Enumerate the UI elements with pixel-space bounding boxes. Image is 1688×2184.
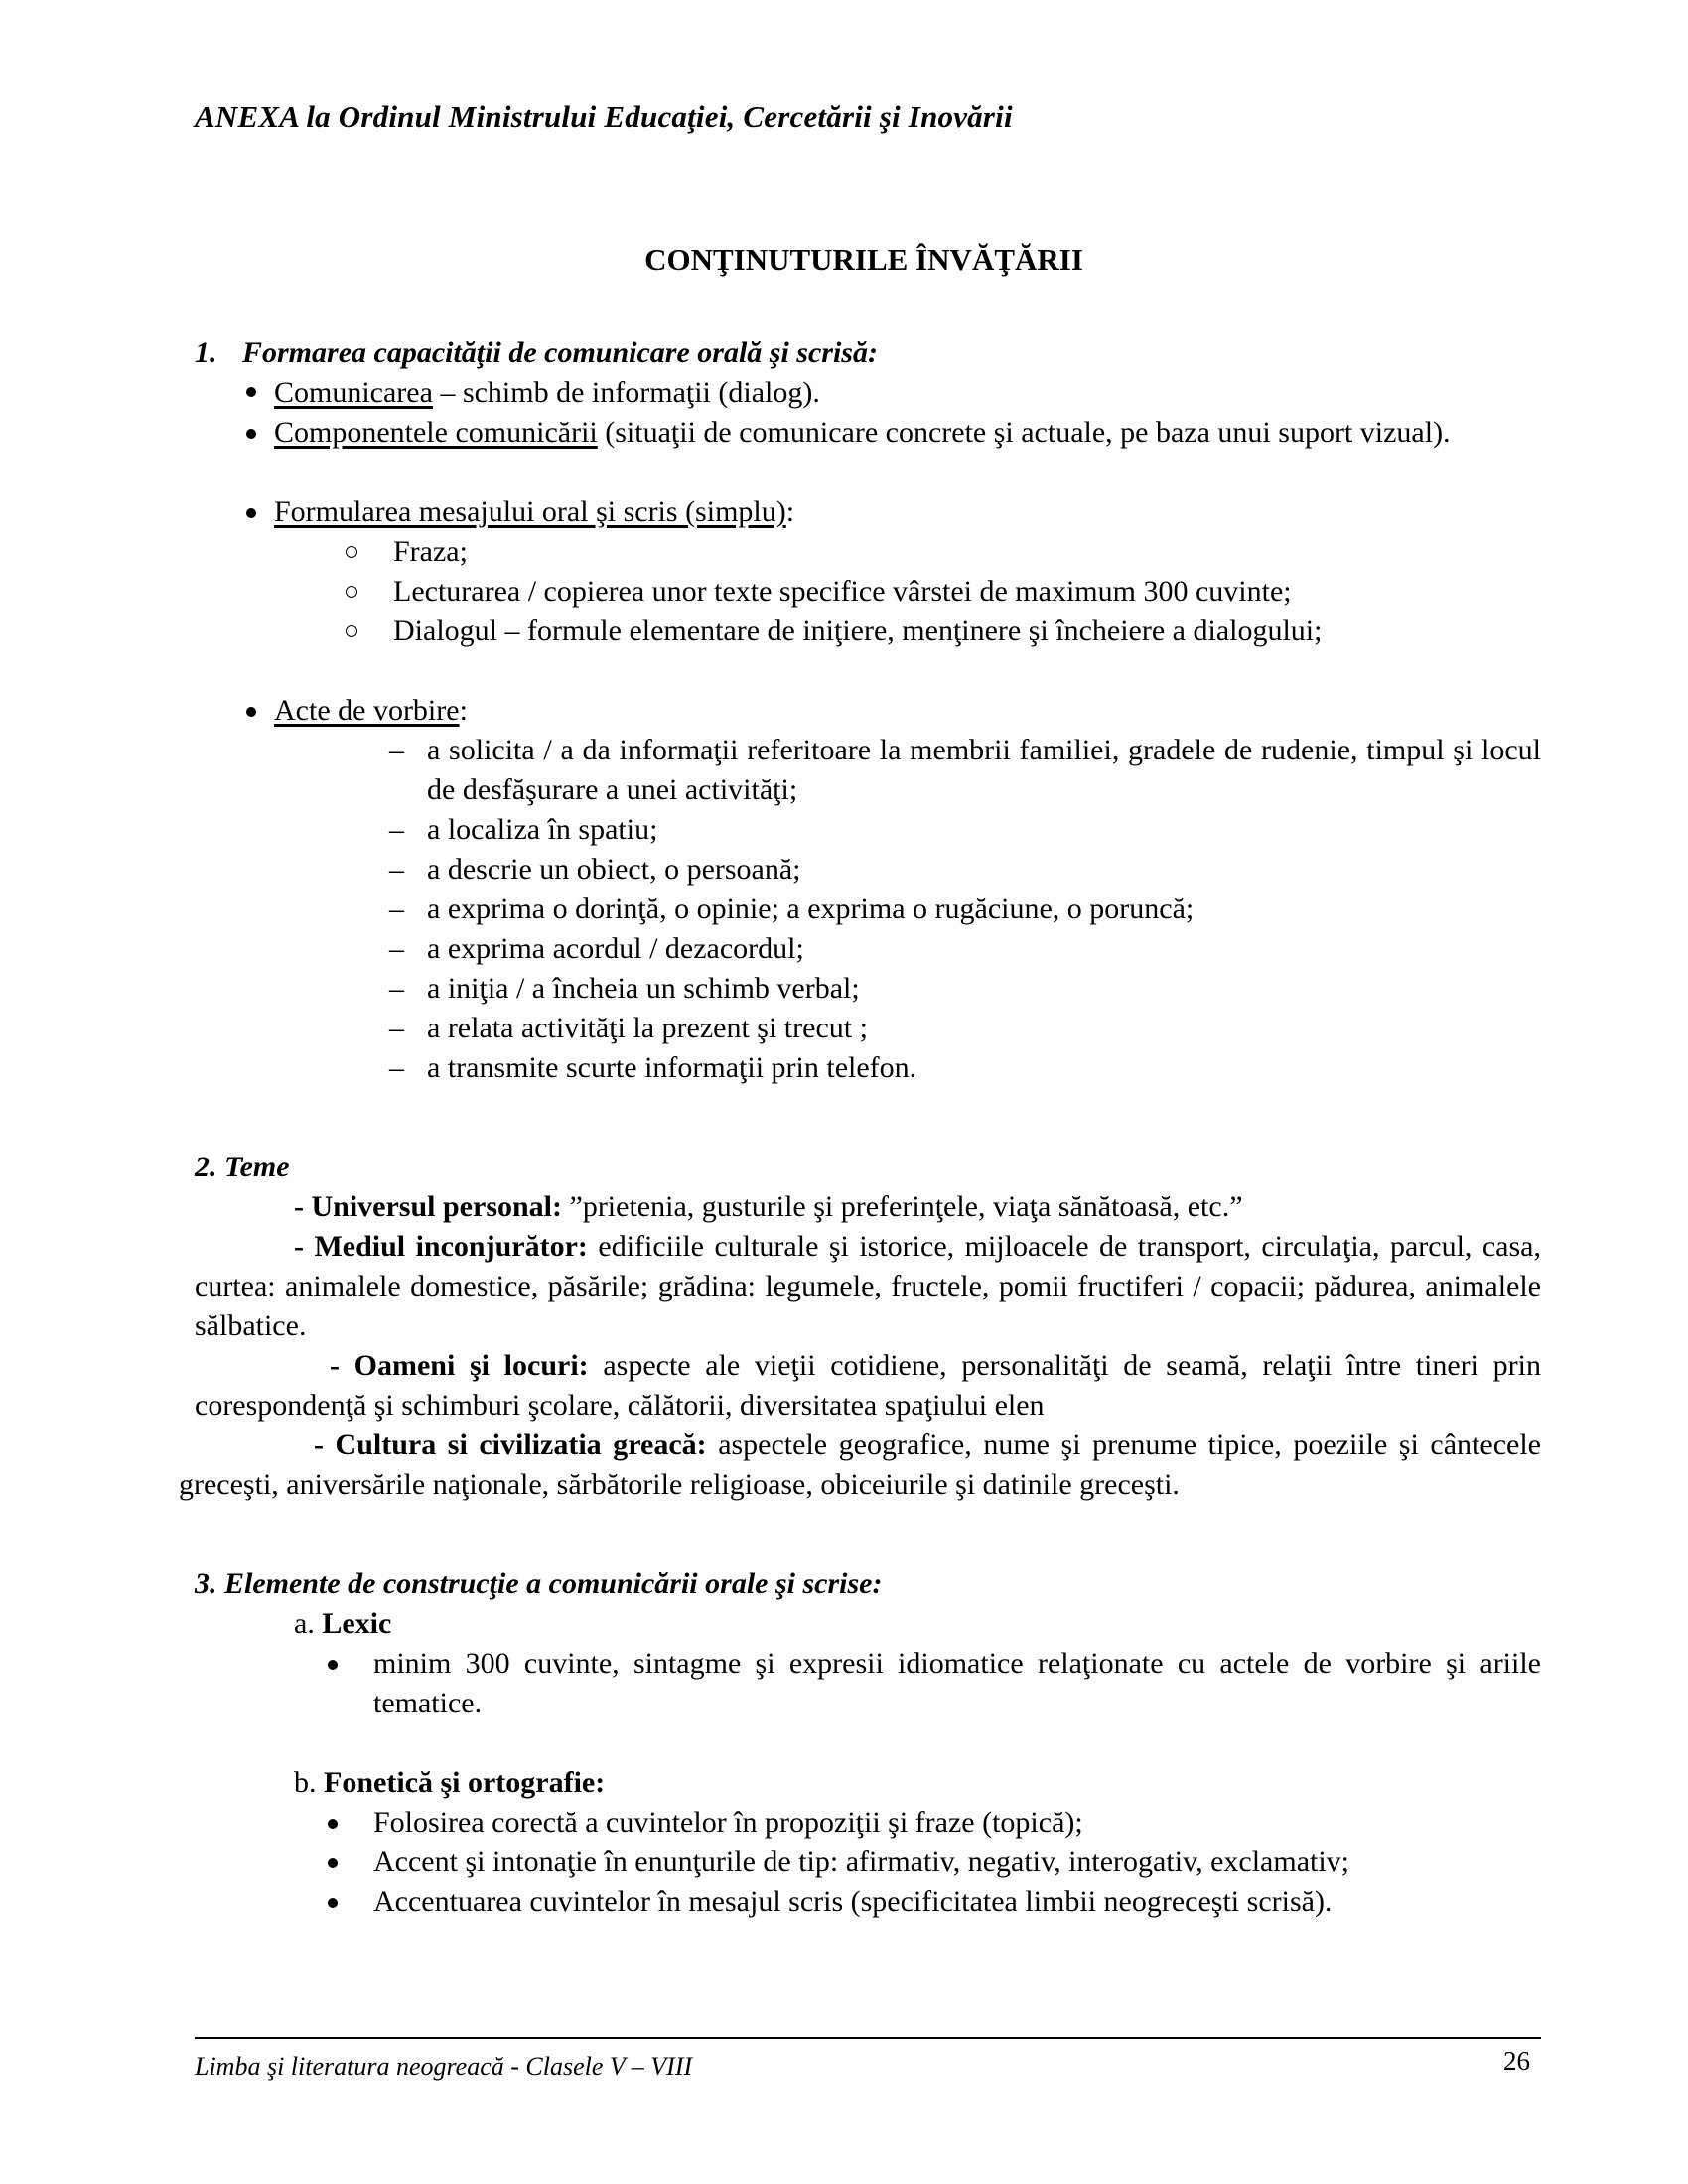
page-title: CONŢINUTURILE ÎNVĂŢĂRII bbox=[644, 242, 1083, 277]
speech-act-item: a descrie un obiect, o persoană; bbox=[427, 853, 801, 886]
speech-act-item: a exprima o dorinţă, o opinie; a exprima o rugăciune, o poruncă; bbox=[427, 892, 1195, 925]
page-number: 26 bbox=[1503, 2046, 1530, 2076]
list-item-text: : bbox=[459, 694, 468, 727]
circle-bullet-icon bbox=[346, 586, 357, 598]
fonetica-item: Accent şi intonaţie în enunţurile de tip: afirmativ, negativ, interogativ, exclamativ; bbox=[373, 1845, 1350, 1878]
theme-label: - Universul personal: bbox=[294, 1190, 562, 1223]
bullet-icon bbox=[246, 707, 256, 717]
list-item-term: Formularea mesajului oral şi scris (simplu) bbox=[274, 495, 786, 528]
theme-text: aspecte ale vieţii cotidiene, personalităţi de seamă, relaţii între tineri prin corespondenţă şi schimburi şcolare, călătorii, diversitatea spaţiului elen bbox=[195, 1349, 1541, 1422]
list-item-term: Componentele comunicării bbox=[274, 416, 598, 449]
list-item-acte bbox=[274, 691, 468, 731]
circle-bullet-icon bbox=[346, 546, 357, 558]
footer-divider bbox=[195, 2037, 1541, 2039]
theme-mediul bbox=[195, 1227, 1541, 1346]
subsection-label: Lexic bbox=[322, 1607, 392, 1640]
dash-icon: – bbox=[389, 813, 404, 846]
dash-icon: – bbox=[389, 734, 404, 766]
subsection-a bbox=[294, 1604, 391, 1644]
list-item-componentele bbox=[274, 413, 1541, 453]
list-item-term: Acte de vorbire bbox=[274, 694, 460, 727]
speech-act-item: a relata activităţi la prezent şi trecut ; bbox=[427, 1012, 868, 1044]
dash-icon: – bbox=[389, 853, 404, 886]
theme-text: ”prietenia, gusturile şi preferinţele, viaţa sănătoasă, etc.” bbox=[562, 1190, 1243, 1223]
fonetica-item: Accentuarea cuvintelor în mesajul scris (specificitatea limbii neogreceşti scrisă). bbox=[373, 1885, 1333, 1918]
subsection-label: Fonetică şi ortografie: bbox=[324, 1766, 606, 1799]
bullet-icon bbox=[328, 1898, 338, 1908]
subsection-b bbox=[294, 1763, 605, 1803]
speech-act-item: a transmite scurte informaţii prin telefon. bbox=[427, 1051, 917, 1084]
section-1-number: 1. bbox=[195, 337, 217, 369]
theme-oameni bbox=[195, 1346, 1541, 1426]
bullet-icon bbox=[328, 1660, 338, 1670]
theme-text: aspectele geografice, nume şi prenume tipice, poeziile şi cântecele greceşti, aniversările naţionale, sărbătorile religioase, obiceiurile şi datinile greceşti. bbox=[179, 1429, 1541, 1501]
document-header: ANEXA la Ordinul Ministrului Educaţiei, Cercetării şi Inovării bbox=[195, 99, 1013, 134]
theme-text: edificiile culturale şi istorice, mijloacele de transport, circulaţia, parcul, casa, curtea: animalele domestice, păsările; grădina: legumele, fructele, pomii fructiferi / copacii; pădurea, animalele sălbatice. bbox=[195, 1230, 1541, 1342]
speech-act-item: a localiza în spatiu; bbox=[427, 813, 658, 846]
list-item-text: – schimb de informaţii (dialog). bbox=[432, 376, 820, 409]
theme-label: - Cultura si civilizatia greacă: bbox=[314, 1429, 707, 1461]
list-item-text: (situaţii de comunicare concrete şi actuale, pe baza unui suport vizual). bbox=[597, 416, 1451, 449]
speech-act-item: a iniţia / a încheia un schimb verbal; bbox=[427, 972, 860, 1005]
subsection-prefix: a. bbox=[294, 1607, 315, 1640]
bullet-icon bbox=[246, 387, 256, 397]
list-item-text: : bbox=[785, 495, 795, 528]
theme-label: - Oameni şi locuri: bbox=[330, 1349, 589, 1382]
sub-item: Lecturarea / copierea unor texte specifice vârstei de maximum 300 cuvinte; bbox=[393, 575, 1292, 608]
theme-cultura bbox=[179, 1426, 1541, 1505]
dash-icon: – bbox=[389, 1051, 404, 1084]
dash-icon: – bbox=[389, 972, 404, 1005]
theme-label: - Mediul inconjurător: bbox=[294, 1230, 588, 1263]
sub-item: Fraza; bbox=[393, 535, 468, 568]
list-item-comunicarea bbox=[274, 373, 820, 413]
list-item-formularea bbox=[274, 492, 794, 532]
footer-title: Limba şi literatura neogreacă - Clasele V – VIII bbox=[195, 2052, 693, 2081]
section-1-heading: Formarea capacităţii de comunicare orală şi scrisă: bbox=[242, 337, 878, 369]
sub-item: Dialogul – formule elementare de iniţiere, menţinere şi încheiere a dialogului; bbox=[393, 614, 1323, 647]
section-2-heading: 2. Teme bbox=[195, 1151, 290, 1183]
list-item-term: Comunicarea bbox=[274, 376, 433, 409]
circle-bullet-icon bbox=[346, 625, 357, 637]
fonetica-item: Folosirea corectă a cuvintelor în propoziţii şi fraze (topică); bbox=[373, 1806, 1083, 1839]
theme-universul bbox=[195, 1187, 1541, 1227]
section-3-heading: 3. Elemente de construcţie a comunicării orale şi scrise: bbox=[195, 1568, 883, 1600]
dash-icon: – bbox=[389, 1012, 404, 1044]
dash-icon: – bbox=[389, 892, 404, 925]
subsection-prefix: b. bbox=[294, 1766, 317, 1799]
speech-act-item: a solicita / a da informaţii referitoare la membrii familiei, gradele de rudenie, timpul şi locul de desfăşurare a unei activităţi; bbox=[427, 734, 1541, 806]
lexic-item: minim 300 cuvinte, sintagme şi expresii idiomatice relaţionate cu actele de vorbire şi ariile tematice. bbox=[373, 1647, 1541, 1719]
bullet-icon bbox=[246, 508, 256, 518]
bullet-icon bbox=[328, 1858, 338, 1868]
bullet-icon bbox=[246, 429, 256, 439]
dash-icon: – bbox=[389, 932, 404, 965]
speech-act-item: a exprima acordul / dezacordul; bbox=[427, 932, 804, 965]
bullet-icon bbox=[328, 1819, 338, 1829]
